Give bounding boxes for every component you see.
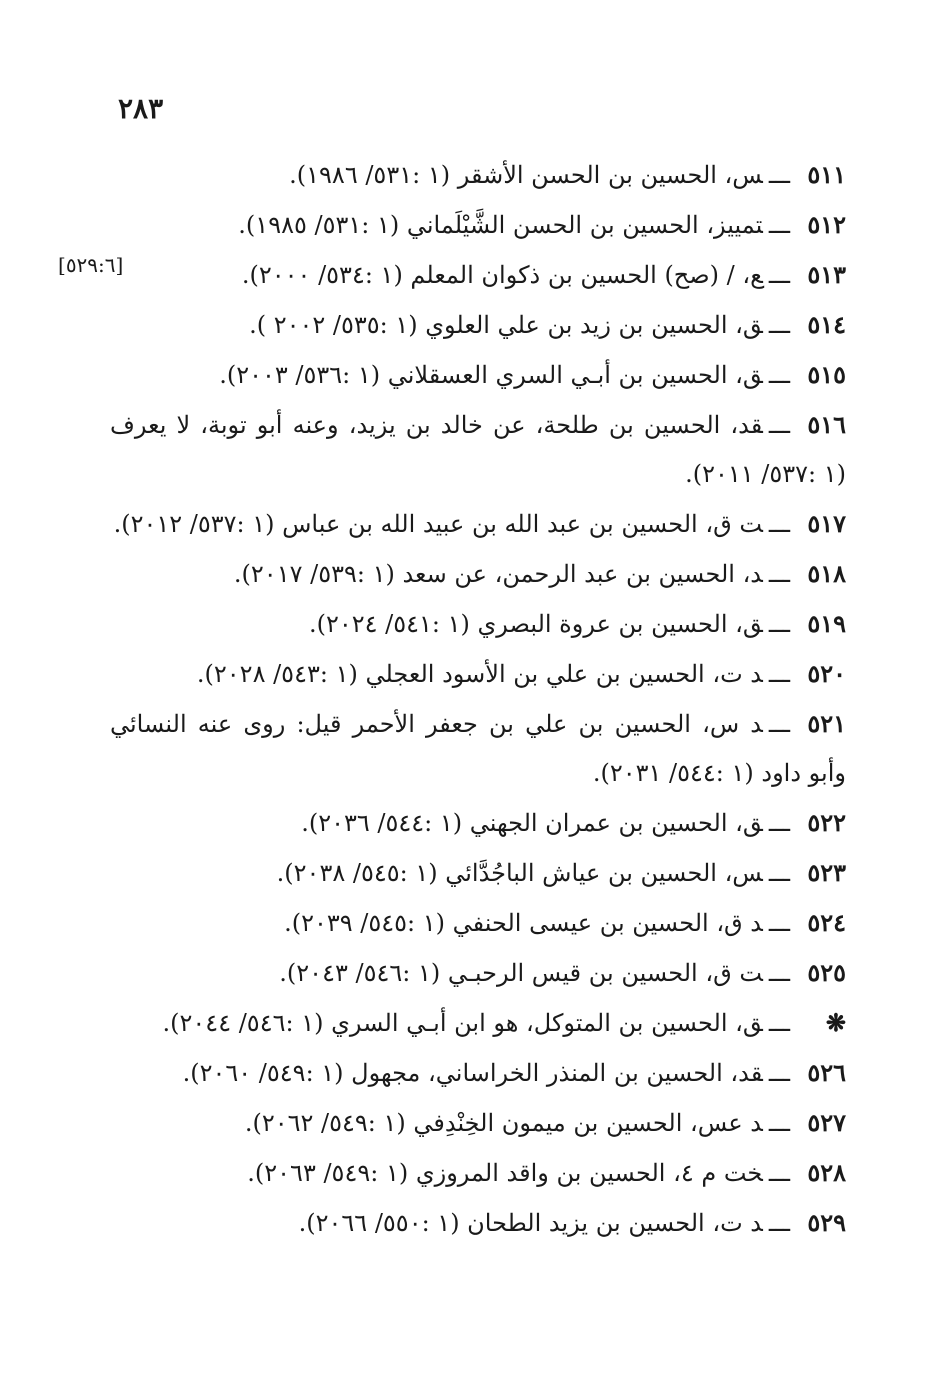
- entry-text: قد، الحسين بن المنذر الخراساني، مجهول (١ :٥٤٩/ ٢٠٦٠).: [182, 1059, 763, 1087]
- entry-text: د ق، الحسين بن عيسى الحنفي (١ :٥٤٥/ ٢٠٣٩).: [284, 909, 763, 937]
- entry-text: تمييز، الحسين بن الحسن الشَّيْلَماني (١ :٥٣١/ ١٩٨٥).: [238, 211, 763, 239]
- list-item: ٥٢٤ـــد ق، الحسين بن عيسى الحنفي (١ :٥٤٥/ ٢٠٣٩).: [110, 898, 846, 948]
- page-number: ٢٨٣: [118, 92, 164, 125]
- entry-number: ٥٢٦: [807, 1058, 846, 1087]
- entry-text: د ت، الحسين بن علي بن الأسود العجلي (١ :٥٤٣/ ٢٠٢٨).: [196, 660, 763, 688]
- entry-number: ٥٢٠: [807, 659, 846, 688]
- list-item: ٥٢٦ـــقد، الحسين بن المنذر الخراساني، مجهول (١ :٥٤٩/ ٢٠٦٠).: [110, 1048, 846, 1098]
- entry-text: ق، الحسين بن أبـي السري العسقلاني (١ :٥٣٦/ ٢٠٠٣).: [219, 361, 763, 389]
- entry-text: ق، الحسين بن زيد بن علي العلوي (١ :٥٣٥/ ٢٠٠٢ ).: [249, 311, 763, 339]
- entry-number: ٥٢٩: [807, 1208, 846, 1237]
- entry-number: ٥٢٥: [807, 958, 846, 987]
- entry-number: ٥١١: [807, 160, 846, 189]
- entry-text: قد، الحسين بن طلحة، عن خالد بن يزيد، وعنه أبو توبة، لا يعرف (١ :٥٣٧/ ٢٠١١).: [110, 411, 846, 488]
- list-item: ٥١٩ـــق، الحسين بن عروة البصري (١ :٥٤١/ ٢٠٢٤).: [110, 599, 846, 649]
- entry-number: ٥٢١: [807, 709, 846, 738]
- entry-number: ٥٢٣: [807, 858, 846, 887]
- list-item: ٥٢٢ـــق، الحسين بن عمران الجهني (١ :٥٤٤/ ٢٠٣٦).: [110, 798, 846, 848]
- entry-text: د، الحسين بن عبد الرحمن، عن سعد (١ :٥٣٩/ ٢٠١٧).: [233, 560, 763, 588]
- entry-text: د س، الحسين بن علي بن جعفر الأحمر قيل: روى عنه النسائي وأبو داود (١ :٥٤٤/ ٢٠٣١).: [110, 710, 846, 787]
- entry-number: ٥١٩: [807, 609, 846, 638]
- list-item: ٥٢١ـــد س، الحسين بن علي بن جعفر الأحمر قيل: روى عنه النسائي وأبو داود (١ :٥٤٤/ ٢٠٣١).: [110, 699, 846, 798]
- entry-number: ٥١٨: [807, 559, 846, 588]
- entry-text: ع، / (صح) الحسين بن ذكوان المعلم (١ :٥٣٤/ ٢٠٠٠).: [241, 261, 763, 289]
- entry-number: ٥٢٨: [807, 1158, 846, 1187]
- list-item: ٥١٢ـــتمييز، الحسين بن الحسن الشَّيْلَماني (١ :٥٣١/ ١٩٨٥).: [110, 200, 846, 250]
- entry-number: ٥٢٤: [807, 908, 846, 937]
- entry-text: ق، الحسين بن عمران الجهني (١ :٥٤٤/ ٢٠٣٦).: [301, 809, 763, 837]
- entry-text: س، الحسين بن عياش الباجُدَّائي (١ :٥٤٥/ ٢٠٣٨).: [276, 859, 763, 887]
- list-item: ٥٢٨ـــخت م ٤، الحسين بن واقد المروزي (١ :٥٤٩/ ٢٠٦٣).: [110, 1148, 846, 1198]
- entry-text: ق، الحسين بن عروة البصري (١ :٥٤١/ ٢٠٢٤).: [308, 610, 763, 638]
- asterisk-icon: ❋: [825, 1008, 846, 1037]
- entry-text: س، الحسين بن الحسن الأشقر (١ :٥٣١/ ١٩٨٦).: [289, 161, 763, 189]
- list-item: ٥٢٥ـــت ق، الحسين بن قيس الرحبـي (١ :٥٤٦/ ٢٠٤٣).: [110, 948, 846, 998]
- list-item: ٥١١ـــس، الحسين بن الحسن الأشقر (١ :٥٣١/ ١٩٨٦).: [110, 150, 846, 200]
- list-item: ٥١٨ـــد، الحسين بن عبد الرحمن، عن سعد (١ :٥٣٩/ ٢٠١٧).: [110, 549, 846, 599]
- margin-reference: [٥٢٩:٦]: [58, 253, 124, 277]
- entry-number: ٥١٦: [807, 410, 846, 439]
- entry-number: ٥٢٢: [807, 808, 846, 837]
- list-item: ٥٢٧ـــد عس، الحسين بن ميمون الخِنْدِفي (١ :٥٤٩/ ٢٠٦٢).: [110, 1098, 846, 1148]
- entry-text: د ت، الحسين بن يزيد الطحان (١ :٥٥٠/ ٢٠٦٦).: [298, 1209, 763, 1237]
- entry-text: ت ق، الحسين بن قيس الرحبـي (١ :٥٤٦/ ٢٠٤٣).: [279, 959, 763, 987]
- entry-text: ت ق، الحسين بن عبد الله بن عبيد الله بن عباس (١ :٥٣٧/ ٢٠١٢).: [113, 510, 763, 538]
- list-item: ٥٢٣ـــس، الحسين بن عياش الباجُدَّائي (١ :٥٤٥/ ٢٠٣٨).: [110, 848, 846, 898]
- list-item: ٥١٧ـــت ق، الحسين بن عبد الله بن عبيد الله بن عباس (١ :٥٣٧/ ٢٠١٢).: [110, 499, 846, 549]
- list-item: ٥٢٩ـــد ت، الحسين بن يزيد الطحان (١ :٥٥٠/ ٢٠٦٦).: [110, 1198, 846, 1248]
- entry-text: خت م ٤، الحسين بن واقد المروزي (١ :٥٤٩/ ٢٠٦٣).: [247, 1159, 763, 1187]
- entry-number: ٥١٧: [807, 509, 846, 538]
- entry-number: ٥١٢: [807, 210, 846, 239]
- entry-number: ٥١٣: [807, 260, 846, 289]
- entry-number: ٥١٤: [807, 310, 846, 339]
- list-item: ٥١٦ـــقد، الحسين بن طلحة، عن خالد بن يزيد، وعنه أبو توبة، لا يعرف (١ :٥٣٧/ ٢٠١١).: [110, 400, 846, 499]
- list-item: ٥٢٠ـــد ت، الحسين بن علي بن الأسود العجلي (١ :٥٤٣/ ٢٠٢٨).: [110, 649, 846, 699]
- list-item: ٥١٣ـــع، / (صح) الحسين بن ذكوان المعلم (١ :٥٣٤/ ٢٠٠٠).: [110, 250, 846, 300]
- list-item: ٥١٤ـــق، الحسين بن زيد بن علي العلوي (١ :٥٣٥/ ٢٠٠٢ ).: [110, 300, 846, 350]
- entry-text: د عس، الحسين بن ميمون الخِنْدِفي (١ :٥٤٩/ ٢٠٦٢).: [244, 1109, 763, 1137]
- entries-list: [110, 150, 846, 1248]
- entry-number: ٥٢٧: [807, 1108, 846, 1137]
- list-item: ❋ـــق، الحسين بن المتوكل، هو ابن أبـي السري (١ :٥٤٦/ ٢٠٤٤).: [110, 998, 846, 1048]
- list-item: ٥١٥ـــق، الحسين بن أبـي السري العسقلاني (١ :٥٣٦/ ٢٠٠٣).: [110, 350, 846, 400]
- entry-number: ٥١٥: [807, 360, 846, 389]
- entry-text: ق، الحسين بن المتوكل، هو ابن أبـي السري (١ :٥٤٦/ ٢٠٤٤).: [162, 1009, 763, 1037]
